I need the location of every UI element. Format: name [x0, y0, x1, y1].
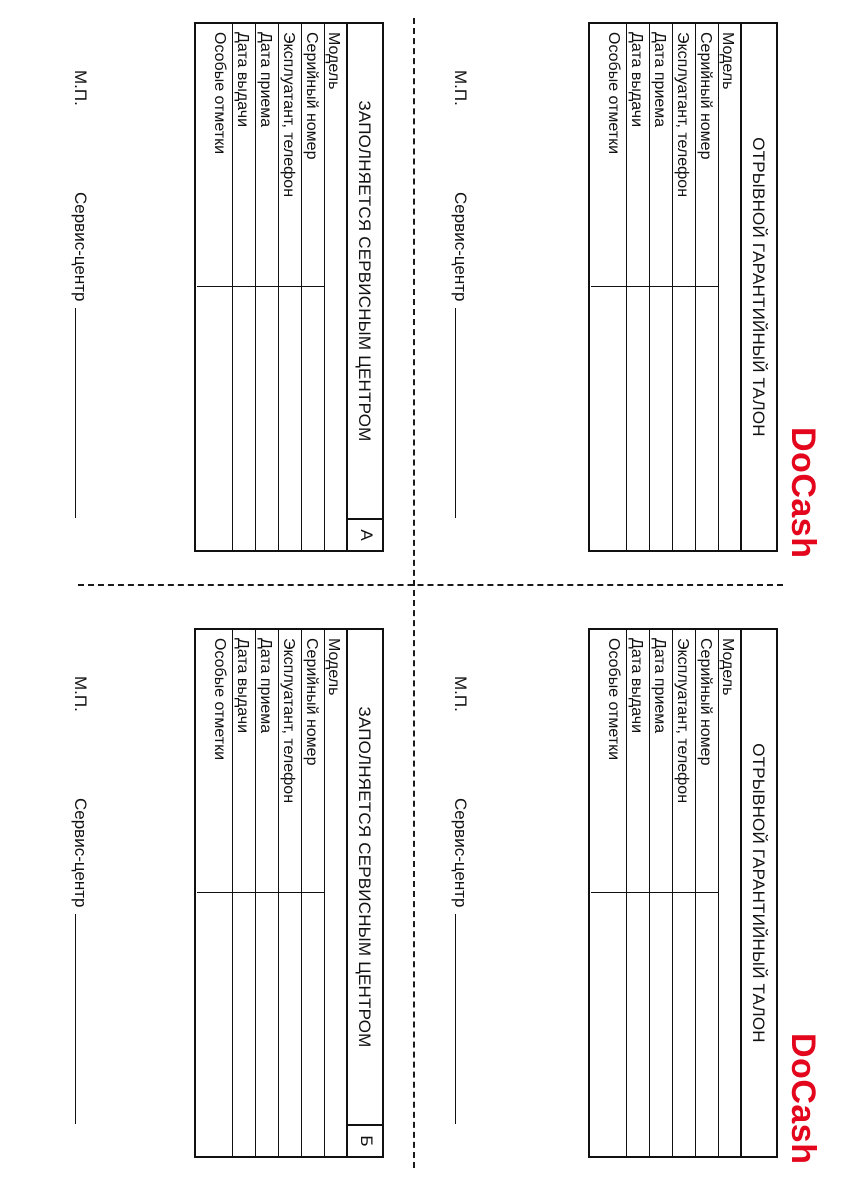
coupon-header-title: ЗАПОЛНЯЕТСЯ СЕРВИСНЫМ ЦЕНТРОМ — [355, 100, 374, 442]
form-value-cell-divider — [627, 286, 649, 287]
form-row-label: Эксплуатант, телефон — [674, 638, 692, 804]
form-value-cell-divider — [279, 892, 301, 893]
form-row — [626, 24, 649, 550]
form-row — [695, 24, 718, 550]
coupon-content — [440, 22, 822, 559]
brand-logo: DoCash — [784, 427, 822, 559]
coupon-content — [440, 628, 822, 1165]
form-value-cell-divider — [302, 286, 324, 287]
form-value-cell-divider — [197, 286, 232, 287]
service-center-signature-line[interactable] — [455, 308, 470, 518]
form-row-label: Серийный номер — [697, 638, 715, 766]
form-value-cell-divider — [279, 286, 301, 287]
coupon-header — [346, 24, 382, 550]
coupon-form-table — [194, 628, 384, 1158]
form-row — [255, 24, 278, 550]
form-value-cell-divider — [197, 892, 232, 893]
coupon-header — [740, 24, 776, 550]
form-row-label: Дата выдачи — [627, 638, 645, 734]
stamp-place-label: М.П. — [451, 676, 470, 712]
coupon-footer — [64, 22, 90, 552]
form-row — [232, 630, 255, 1156]
form-row-label: Модель — [719, 32, 736, 90]
coupon-letter: А — [348, 518, 382, 550]
stamp-place-label: М.П. — [71, 676, 90, 712]
service-center-label: Сервис-центр — [71, 798, 90, 908]
form-row-label: Эксплуатант, телефон — [674, 32, 692, 198]
form-row — [591, 24, 626, 550]
form-row-label: Дата приема — [257, 32, 275, 128]
form-value-cell-divider — [233, 286, 255, 287]
form-value-cell-divider — [256, 286, 278, 287]
form-row-label: Серийный номер — [303, 32, 321, 160]
form-row-label: Эксплуатант, телефон — [280, 32, 298, 198]
vertical-cut-line — [413, 18, 415, 1168]
service-center-signature-line[interactable] — [75, 308, 90, 518]
form-row — [695, 630, 718, 1156]
brand-logo: DoCash — [784, 1033, 822, 1165]
form-row — [197, 24, 232, 550]
service-center-signature-line[interactable] — [455, 914, 470, 1124]
coupon-content — [60, 628, 384, 1158]
coupon-content — [60, 22, 384, 552]
form-row-label: Особые отметки — [210, 32, 228, 155]
form-value-cell-divider — [627, 892, 649, 893]
form-row — [672, 24, 695, 550]
service-center-signature-line[interactable] — [75, 914, 90, 1124]
form-row — [301, 630, 324, 1156]
coupon-header-title: ЗАПОЛНЯЕТСЯ СЕРВИСНЫМ ЦЕНТРОМ — [355, 706, 374, 1048]
form-value-cell-divider — [591, 286, 626, 287]
form-value-cell-divider — [696, 286, 718, 287]
stamp-place-label: М.П. — [71, 70, 90, 106]
form-row — [255, 630, 278, 1156]
form-value-cell-divider — [256, 892, 278, 893]
form-row-label: Дата приема — [257, 638, 275, 734]
form-value-cell-divider — [650, 892, 672, 893]
form-row — [718, 630, 740, 1156]
form-row — [278, 630, 301, 1156]
form-value-cell-divider — [591, 892, 626, 893]
form-row-label: Модель — [719, 638, 736, 696]
coupon-bottom-left-b — [60, 628, 384, 1158]
coupon-form-table — [588, 628, 778, 1158]
form-value-cell-divider — [650, 286, 672, 287]
stamp-place-label: М.П. — [451, 70, 470, 106]
coupon-top-left-a — [60, 22, 384, 552]
form-row — [278, 24, 301, 550]
form-row-label: Дата выдачи — [233, 638, 251, 734]
service-center-label: Сервис-центр — [451, 192, 470, 302]
form-row-label: Дата выдачи — [233, 32, 251, 128]
form-row — [626, 630, 649, 1156]
coupon-header-title: ОТРЫВНОЙ ГАРАНТИЙНЫЙ ТАЛОН — [749, 137, 768, 437]
form-value-cell-divider — [673, 286, 695, 287]
coupon-header — [346, 630, 382, 1156]
form-row — [324, 24, 346, 550]
form-row-label: Особые отметки — [210, 638, 228, 761]
coupon-form-table — [194, 22, 384, 552]
coupon-letter: Б — [348, 1124, 382, 1156]
coupon-footer — [444, 22, 470, 552]
form-value-cell-divider — [233, 892, 255, 893]
coupon-bottom-right — [440, 628, 822, 1165]
coupon-header — [740, 630, 776, 1156]
horizontal-cut-line — [78, 584, 783, 586]
form-row-label: Особые отметки — [604, 638, 622, 761]
form-row — [591, 630, 626, 1156]
form-row — [301, 24, 324, 550]
form-row-label: Модель — [325, 32, 342, 90]
form-row — [649, 630, 672, 1156]
form-row-label: Модель — [325, 638, 342, 696]
form-value-cell-divider — [696, 892, 718, 893]
form-row — [672, 630, 695, 1156]
form-row-label: Серийный номер — [697, 32, 715, 160]
form-row — [232, 24, 255, 550]
form-row-label: Серийный номер — [303, 638, 321, 766]
coupon-footer — [444, 628, 470, 1158]
form-row — [718, 24, 740, 550]
form-value-cell-divider — [302, 892, 324, 893]
coupon-header-title: ОТРЫВНОЙ ГАРАНТИЙНЫЙ ТАЛОН — [749, 743, 768, 1043]
coupon-top-right — [440, 22, 822, 559]
form-row — [324, 630, 346, 1156]
form-row — [197, 630, 232, 1156]
form-row — [649, 24, 672, 550]
form-value-cell-divider — [673, 892, 695, 893]
form-row-label: Дата приема — [651, 638, 669, 734]
coupon-form-table — [588, 22, 778, 552]
service-center-label: Сервис-центр — [71, 192, 90, 302]
form-row-label: Особые отметки — [604, 32, 622, 155]
coupon-footer — [64, 628, 90, 1158]
form-row-label: Эксплуатант, телефон — [280, 638, 298, 804]
service-center-label: Сервис-центр — [451, 798, 470, 908]
form-row-label: Дата приема — [651, 32, 669, 128]
form-row-label: Дата выдачи — [627, 32, 645, 128]
